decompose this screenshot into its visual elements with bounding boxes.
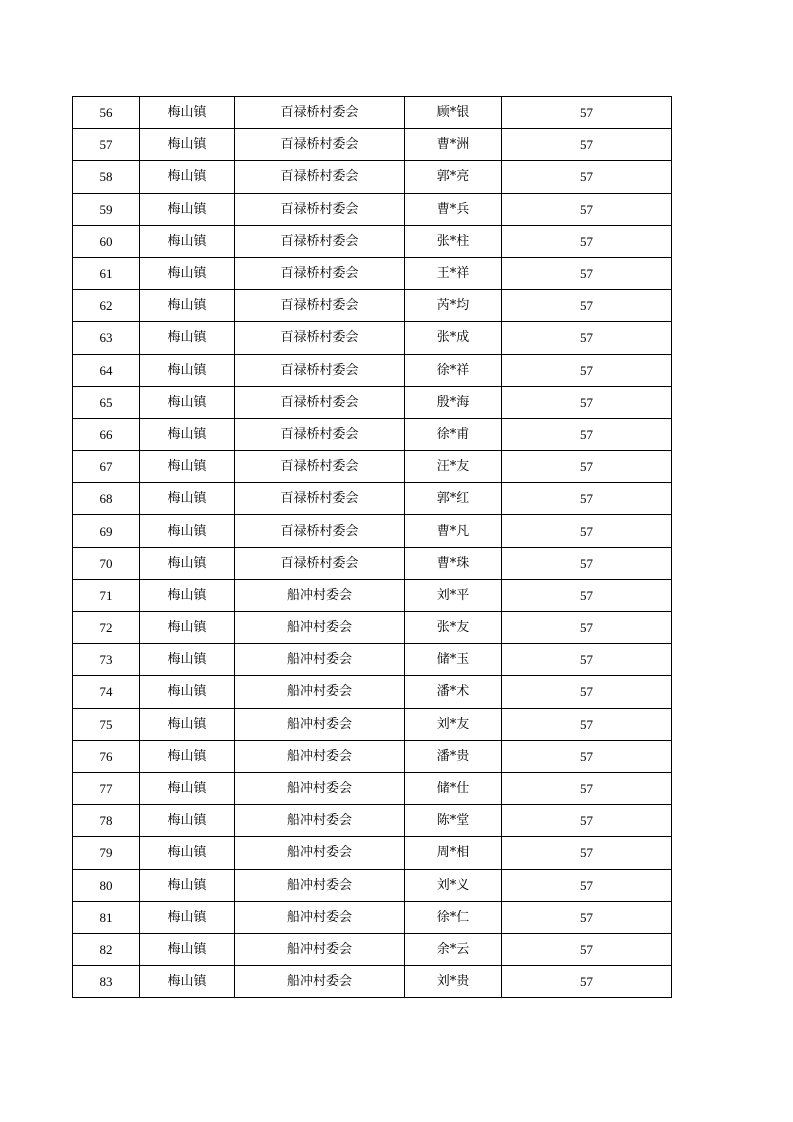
table-row [73,772,672,804]
person-name-cell: 芮*均 [405,290,502,322]
town-cell: 梅山镇 [140,257,235,289]
town-cell: 梅山镇 [140,193,235,225]
village-committee-cell: 船冲村委会 [235,644,405,676]
amount-cell: 57 [502,322,672,354]
village-committee-cell: 百禄桥村委会 [235,418,405,450]
village-committee-cell: 百禄桥村委会 [235,129,405,161]
table-row [73,740,672,772]
person-name-cell: 余*云 [405,933,502,965]
town-cell: 梅山镇 [140,161,235,193]
table-row [73,483,672,515]
amount-cell: 57 [502,515,672,547]
amount-cell: 57 [502,483,672,515]
amount-cell: 57 [502,225,672,257]
row-index-cell: 67 [73,451,140,483]
village-committee-cell: 百禄桥村委会 [235,257,405,289]
row-index-cell: 71 [73,579,140,611]
town-cell: 梅山镇 [140,772,235,804]
village-committee-cell: 百禄桥村委会 [235,225,405,257]
row-index-cell: 72 [73,612,140,644]
town-cell: 梅山镇 [140,740,235,772]
town-cell: 梅山镇 [140,805,235,837]
town-cell: 梅山镇 [140,901,235,933]
town-cell: 梅山镇 [140,290,235,322]
person-name-cell: 储*仕 [405,772,502,804]
person-name-cell: 张*成 [405,322,502,354]
amount-cell: 57 [502,386,672,418]
amount-cell: 57 [502,161,672,193]
row-index-cell: 58 [73,161,140,193]
person-name-cell: 殷*海 [405,386,502,418]
person-name-cell: 郭*亮 [405,161,502,193]
village-committee-cell: 百禄桥村委会 [235,161,405,193]
row-index-cell: 57 [73,129,140,161]
row-index-cell: 75 [73,708,140,740]
village-committee-cell: 船冲村委会 [235,933,405,965]
amount-cell: 57 [502,547,672,579]
row-index-cell: 77 [73,772,140,804]
amount-cell: 57 [502,901,672,933]
village-committee-cell: 船冲村委会 [235,612,405,644]
table-row [73,257,672,289]
town-cell: 梅山镇 [140,966,235,998]
town-cell: 梅山镇 [140,451,235,483]
village-committee-cell: 百禄桥村委会 [235,451,405,483]
amount-cell: 57 [502,418,672,450]
row-index-cell: 79 [73,837,140,869]
town-cell: 梅山镇 [140,676,235,708]
row-index-cell: 63 [73,322,140,354]
person-name-cell: 徐*仁 [405,901,502,933]
row-index-cell: 65 [73,386,140,418]
town-cell: 梅山镇 [140,933,235,965]
amount-cell: 57 [502,837,672,869]
village-committee-cell: 船冲村委会 [235,708,405,740]
village-committee-cell: 船冲村委会 [235,805,405,837]
row-index-cell: 83 [73,966,140,998]
person-name-cell: 曹*凡 [405,515,502,547]
table-row [73,966,672,998]
amount-cell: 57 [502,451,672,483]
town-cell: 梅山镇 [140,612,235,644]
town-cell: 梅山镇 [140,129,235,161]
row-index-cell: 73 [73,644,140,676]
amount-cell: 57 [502,612,672,644]
table-row [73,676,672,708]
person-name-cell: 张*柱 [405,225,502,257]
person-name-cell: 潘*术 [405,676,502,708]
amount-cell: 57 [502,290,672,322]
village-committee-cell: 船冲村委会 [235,772,405,804]
person-name-cell: 潘*贵 [405,740,502,772]
table-row [73,451,672,483]
table-row [73,933,672,965]
amount-cell: 57 [502,708,672,740]
person-name-cell: 曹*洲 [405,129,502,161]
town-cell: 梅山镇 [140,708,235,740]
person-name-cell: 汪*友 [405,451,502,483]
amount-cell: 57 [502,772,672,804]
amount-cell: 57 [502,676,672,708]
row-index-cell: 81 [73,901,140,933]
village-committee-cell: 百禄桥村委会 [235,386,405,418]
town-cell: 梅山镇 [140,837,235,869]
table-row [73,579,672,611]
village-committee-cell: 船冲村委会 [235,676,405,708]
village-committee-cell: 船冲村委会 [235,740,405,772]
table-row [73,418,672,450]
town-cell: 梅山镇 [140,418,235,450]
village-committee-cell: 百禄桥村委会 [235,354,405,386]
amount-cell: 57 [502,354,672,386]
table-row [73,354,672,386]
roster-table [72,96,672,998]
row-index-cell: 59 [73,193,140,225]
town-cell: 梅山镇 [140,483,235,515]
village-committee-cell: 百禄桥村委会 [235,290,405,322]
town-cell: 梅山镇 [140,547,235,579]
amount-cell: 57 [502,805,672,837]
row-index-cell: 56 [73,97,140,129]
row-index-cell: 82 [73,933,140,965]
town-cell: 梅山镇 [140,386,235,418]
row-index-cell: 78 [73,805,140,837]
person-name-cell: 曹*珠 [405,547,502,579]
person-name-cell: 刘*友 [405,708,502,740]
table-row [73,290,672,322]
village-committee-cell: 百禄桥村委会 [235,515,405,547]
row-index-cell: 66 [73,418,140,450]
village-committee-cell: 船冲村委会 [235,837,405,869]
town-cell: 梅山镇 [140,579,235,611]
row-index-cell: 74 [73,676,140,708]
table-row [73,515,672,547]
row-index-cell: 80 [73,869,140,901]
town-cell: 梅山镇 [140,644,235,676]
table-row [73,612,672,644]
person-name-cell: 陈*堂 [405,805,502,837]
person-name-cell: 刘*义 [405,869,502,901]
table-row [73,869,672,901]
amount-cell: 57 [502,644,672,676]
person-name-cell: 曹*兵 [405,193,502,225]
village-committee-cell: 百禄桥村委会 [235,193,405,225]
table-row [73,837,672,869]
amount-cell: 57 [502,869,672,901]
table-row [73,901,672,933]
amount-cell: 57 [502,193,672,225]
row-index-cell: 69 [73,515,140,547]
village-committee-cell: 船冲村委会 [235,579,405,611]
roster-table-body [73,97,672,998]
row-index-cell: 61 [73,257,140,289]
town-cell: 梅山镇 [140,515,235,547]
amount-cell: 57 [502,966,672,998]
person-name-cell: 徐*祥 [405,354,502,386]
table-row [73,644,672,676]
village-committee-cell: 百禄桥村委会 [235,97,405,129]
row-index-cell: 64 [73,354,140,386]
row-index-cell: 68 [73,483,140,515]
town-cell: 梅山镇 [140,869,235,901]
row-index-cell: 60 [73,225,140,257]
table-row [73,161,672,193]
row-index-cell: 70 [73,547,140,579]
village-committee-cell: 百禄桥村委会 [235,322,405,354]
person-name-cell: 周*相 [405,837,502,869]
table-row [73,805,672,837]
amount-cell: 57 [502,129,672,161]
row-index-cell: 62 [73,290,140,322]
village-committee-cell: 百禄桥村委会 [235,547,405,579]
table-row [73,129,672,161]
village-committee-cell: 船冲村委会 [235,901,405,933]
table-row [73,708,672,740]
table-row [73,386,672,418]
person-name-cell: 徐*甫 [405,418,502,450]
person-name-cell: 刘*贵 [405,966,502,998]
table-row [73,97,672,129]
amount-cell: 57 [502,97,672,129]
table-row [73,193,672,225]
row-index-cell: 76 [73,740,140,772]
table-row [73,547,672,579]
person-name-cell: 刘*平 [405,579,502,611]
town-cell: 梅山镇 [140,225,235,257]
amount-cell: 57 [502,257,672,289]
table-row [73,225,672,257]
village-committee-cell: 船冲村委会 [235,869,405,901]
town-cell: 梅山镇 [140,354,235,386]
village-committee-cell: 百禄桥村委会 [235,483,405,515]
village-committee-cell: 船冲村委会 [235,966,405,998]
amount-cell: 57 [502,579,672,611]
town-cell: 梅山镇 [140,97,235,129]
person-name-cell: 储*玉 [405,644,502,676]
person-name-cell: 顾*银 [405,97,502,129]
town-cell: 梅山镇 [140,322,235,354]
person-name-cell: 郭*红 [405,483,502,515]
person-name-cell: 王*祥 [405,257,502,289]
amount-cell: 57 [502,933,672,965]
person-name-cell: 张*友 [405,612,502,644]
table-row [73,322,672,354]
amount-cell: 57 [502,740,672,772]
